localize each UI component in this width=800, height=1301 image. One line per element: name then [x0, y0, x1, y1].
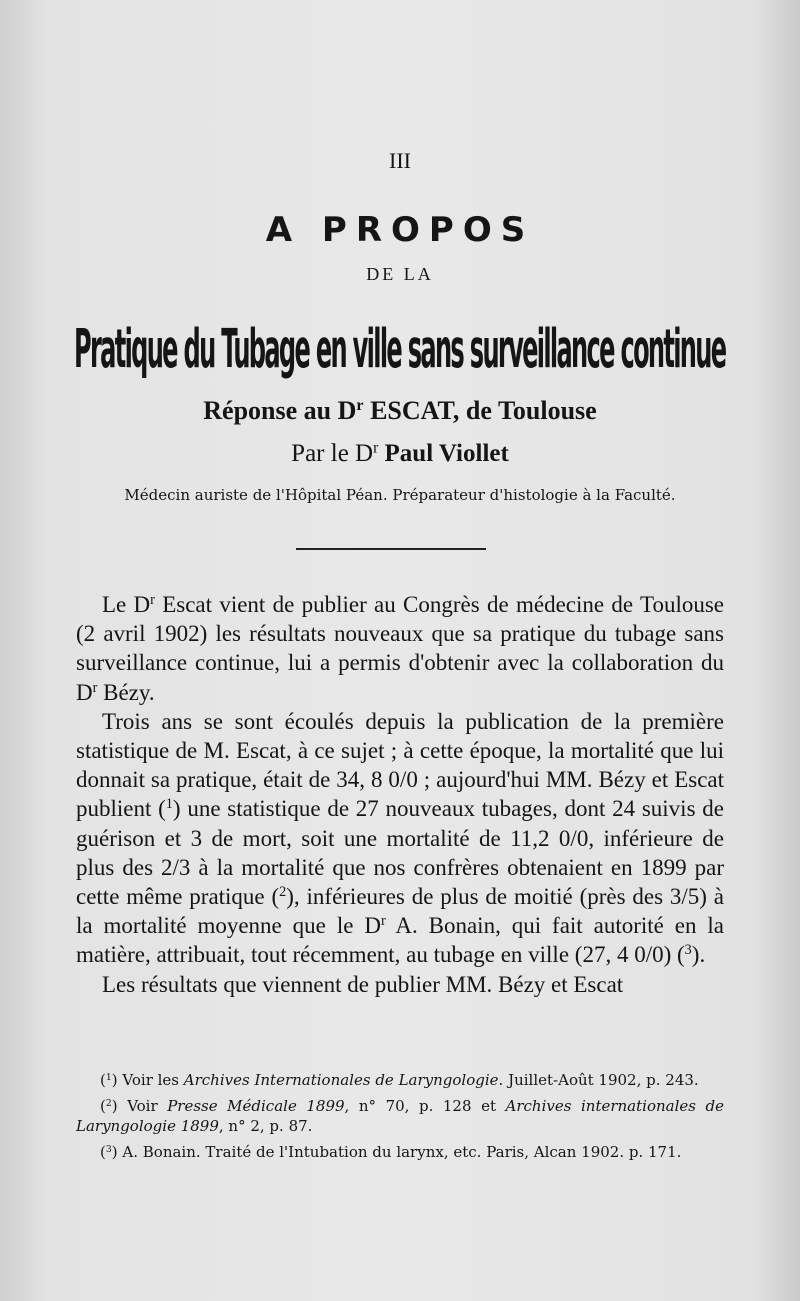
footnote-3-number: 3 [105, 1143, 112, 1155]
footnote-2: ($^2$) Voir Presse Médicale 1899, n° 70, p. 128 et Archives internationales de Laryngologie 1899, n° 2, p. 87. [76, 1097, 724, 1135]
paragraph-2 [76, 707, 724, 970]
p1-a: Le D [102, 592, 151, 617]
p2-a: Trois ans se sont écoulés depuis la publication de la première statistique de M. Escat, à ce sujet ; à cette époque, la mortalité que lui donnait sa pratique, était de 34, 8 0/0 ; aujourd'hui MM. Bézy et Escat publient ( [76, 708, 724, 822]
footnote-3: ($^3$) A. Bonain. Traité de l'Intubation du larynx, etc. Paris, Alcan 1902. p. 171. [100, 1143, 682, 1161]
subtitle-text-a: Réponse au D [203, 396, 357, 425]
footnote-1-a: Voir les [117, 1071, 184, 1089]
footnote-1: ($^1$) Voir les Archives Internationales de Laryngologie. Juillet-Août 1902, p. 243. [100, 1071, 699, 1089]
footnote-1-number: 1 [105, 1071, 112, 1083]
p1-b: Escat vient de publier au Congrès de médecine de Toulouse (2 avril 1902) les résultats nouveaux que sa pratique du tubage sans surveillance continue, lui a permis d'obtenir avec la collaboration du D [76, 592, 724, 705]
paragraph-1 [76, 590, 724, 707]
footnote-ref-3: 3 [684, 942, 692, 959]
article-title: Pratique du Tubage en ville sans surveillance continue [74, 318, 726, 381]
author-affiliation: Médecin auriste de l'Hôpital Péan. Préparateur d'histologie à la Faculté. [124, 486, 676, 504]
p1-sup: r [150, 592, 155, 609]
subtitle-sup: r [356, 397, 364, 415]
footnote-2-a: Voir [117, 1097, 168, 1115]
footnote-2-number: 2 [105, 1097, 112, 1109]
author-name: Paul Viollet [384, 440, 509, 467]
footnote-ref-2: 2 [279, 884, 287, 901]
p1-sup2: r [92, 679, 98, 696]
p2-c: ), inférieures de plus de moitié (près des 3/5) à la mortalité moyenne que le D [76, 884, 724, 939]
byline-sup: r [373, 439, 379, 457]
heading-a-propos: A PROPOS [265, 210, 535, 250]
footnote-1-b: . Juillet-Août 1902, p. 243. [498, 1071, 699, 1089]
p2-b: ) une statistique de 27 nouveaux tubages, dont 24 suivis de guérison et 3 de mort, soit une mortalité de 11,2 0/0, inférieure de plus des 2/3 à la mortalité que nos confrères obtenaient en 1899 par cette même pratique ( [76, 796, 724, 910]
p2-sup: r [380, 913, 386, 930]
footnote-2-c: , n° 2, p. 87. [218, 1117, 313, 1135]
byline [0, 440, 800, 468]
chapter-number: III [389, 148, 411, 173]
section-divider [296, 548, 486, 550]
subtitle-text-b: ESCAT, de Toulouse [363, 396, 597, 425]
body-text [76, 590, 724, 999]
article-subtitle [0, 396, 800, 426]
footnote-2-journal-1: Presse Médicale 1899 [167, 1097, 345, 1115]
footnote-3-text: A. Bonain. Traité de l'Intubation du larynx, etc. Paris, Alcan 1902. p. 171. [117, 1143, 682, 1161]
heading-de-la: DE LA [366, 264, 434, 284]
byline-prefix: Par le D [291, 440, 374, 467]
p2-e: ). [691, 942, 706, 968]
footnote-2-journal-2: Archives internationales de Laryngologie 1899 [76, 1097, 724, 1135]
footnote-2-b: , n° 70, p. 128 et [344, 1097, 506, 1115]
p1-c: Bézy. [97, 679, 155, 705]
footnote-1-journal: Archives Internationales de Laryngologie [183, 1071, 499, 1089]
footnotes [76, 1070, 724, 1168]
p2-d: A. Bonain, qui fait autorité en la matière, attribuait, tout récemment, au tubage en ville (27, 4 0/0) ( [76, 913, 725, 968]
paragraph-3: Les résultats que viennent de publier MM. Bézy et Escat [102, 971, 624, 997]
footnote-ref-1: 1 [165, 796, 173, 813]
